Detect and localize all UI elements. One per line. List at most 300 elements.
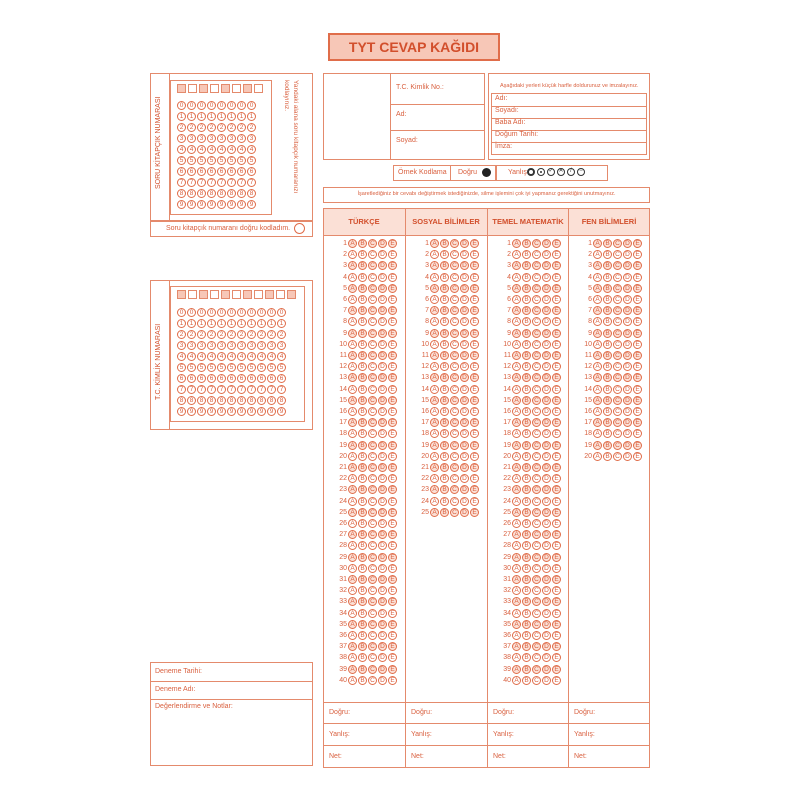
- tc-digit-bubble[interactable]: 2: [237, 330, 246, 339]
- answer-bubble[interactable]: E: [470, 362, 479, 371]
- answer-bubble[interactable]: C: [532, 597, 541, 606]
- answer-bubble[interactable]: A: [512, 620, 521, 629]
- booklet-digit-bubble[interactable]: 3: [217, 134, 226, 143]
- answer-bubble[interactable]: A: [430, 340, 439, 349]
- answer-bubble[interactable]: E: [552, 306, 561, 315]
- tc-digit-bubble[interactable]: 5: [207, 363, 216, 372]
- tc-digit-bubble[interactable]: 9: [237, 407, 246, 416]
- answer-bubble[interactable]: A: [348, 575, 357, 584]
- booklet-digit-bubble[interactable]: 4: [177, 145, 186, 154]
- answer-bubble[interactable]: A: [593, 373, 602, 382]
- answer-bubble[interactable]: C: [368, 317, 377, 326]
- answer-bubble[interactable]: A: [512, 474, 521, 483]
- answer-bubble[interactable]: C: [450, 463, 459, 472]
- answer-bubble[interactable]: A: [348, 609, 357, 618]
- answer-bubble[interactable]: A: [593, 418, 602, 427]
- answer-bubble[interactable]: C: [368, 541, 377, 550]
- booklet-digit-bubble[interactable]: 6: [187, 167, 196, 176]
- tc-digit-bubble[interactable]: 7: [237, 385, 246, 394]
- tc-digit-bubble[interactable]: 6: [277, 374, 286, 383]
- answer-bubble[interactable]: B: [522, 385, 531, 394]
- booklet-digit-bubble[interactable]: 4: [237, 145, 246, 154]
- tc-digit-bubble[interactable]: 4: [247, 352, 256, 361]
- answer-bubble[interactable]: E: [552, 295, 561, 304]
- tc-digit-bubble[interactable]: 6: [237, 374, 246, 383]
- answer-bubble[interactable]: E: [388, 261, 397, 270]
- answer-bubble[interactable]: C: [450, 351, 459, 360]
- booklet-digit-bubble[interactable]: 5: [177, 156, 186, 165]
- answer-bubble[interactable]: C: [532, 396, 541, 405]
- answer-bubble[interactable]: D: [378, 429, 387, 438]
- answer-bubble[interactable]: D: [378, 519, 387, 528]
- answer-bubble[interactable]: C: [613, 396, 622, 405]
- answer-bubble[interactable]: E: [388, 418, 397, 427]
- tc-write-cells[interactable]: [177, 290, 298, 299]
- answer-bubble[interactable]: B: [522, 317, 531, 326]
- answer-bubble[interactable]: C: [532, 329, 541, 338]
- answer-bubble[interactable]: E: [388, 351, 397, 360]
- answer-bubble[interactable]: D: [378, 295, 387, 304]
- answer-bubble[interactable]: E: [633, 407, 642, 416]
- tc-digit-bubble[interactable]: 2: [277, 330, 286, 339]
- answer-bubble[interactable]: D: [460, 373, 469, 382]
- answer-bubble[interactable]: C: [532, 250, 541, 259]
- answer-bubble[interactable]: C: [450, 497, 459, 506]
- answer-bubble[interactable]: B: [603, 373, 612, 382]
- answer-bubble[interactable]: A: [512, 407, 521, 416]
- answer-bubble[interactable]: D: [623, 452, 632, 461]
- answer-bubble[interactable]: D: [460, 340, 469, 349]
- tc-digit-bubble[interactable]: 6: [187, 374, 196, 383]
- answer-bubble[interactable]: B: [522, 284, 531, 293]
- answer-bubble[interactable]: C: [532, 609, 541, 618]
- answer-bubble[interactable]: C: [613, 273, 622, 282]
- answer-bubble[interactable]: B: [603, 273, 612, 282]
- booklet-digit-bubble[interactable]: 9: [237, 200, 246, 209]
- answer-bubble[interactable]: C: [532, 530, 541, 539]
- answer-bubble[interactable]: D: [542, 396, 551, 405]
- answer-bubble[interactable]: C: [368, 250, 377, 259]
- booklet-digit-bubble[interactable]: 5: [187, 156, 196, 165]
- answer-bubble[interactable]: B: [522, 497, 531, 506]
- answer-bubble[interactable]: A: [593, 317, 602, 326]
- tc-digit-bubble[interactable]: 4: [177, 352, 186, 361]
- answer-bubble[interactable]: D: [542, 317, 551, 326]
- answer-bubble[interactable]: E: [552, 340, 561, 349]
- answer-bubble[interactable]: D: [378, 273, 387, 282]
- answer-bubble[interactable]: B: [522, 609, 531, 618]
- tc-digit-bubble[interactable]: 3: [187, 341, 196, 350]
- answer-bubble[interactable]: B: [522, 295, 531, 304]
- answer-bubble[interactable]: C: [532, 631, 541, 640]
- tc-digit-bubble[interactable]: 0: [257, 308, 266, 317]
- answer-bubble[interactable]: D: [378, 407, 387, 416]
- answer-bubble[interactable]: B: [358, 239, 367, 248]
- answer-bubble[interactable]: C: [613, 306, 622, 315]
- answer-bubble[interactable]: E: [388, 373, 397, 382]
- answer-bubble[interactable]: B: [358, 452, 367, 461]
- answer-bubble[interactable]: C: [450, 261, 459, 270]
- tc-digit-bubble[interactable]: 6: [247, 374, 256, 383]
- answer-bubble[interactable]: E: [388, 676, 397, 685]
- answer-bubble[interactable]: D: [460, 441, 469, 450]
- answer-bubble[interactable]: E: [552, 362, 561, 371]
- answer-bubble[interactable]: E: [552, 239, 561, 248]
- answer-bubble[interactable]: B: [603, 284, 612, 293]
- answer-bubble[interactable]: D: [542, 373, 551, 382]
- booklet-digit-bubble[interactable]: 2: [207, 123, 216, 132]
- answer-bubble[interactable]: E: [552, 396, 561, 405]
- answer-bubble[interactable]: B: [358, 620, 367, 629]
- answer-bubble[interactable]: D: [378, 665, 387, 674]
- tc-digit-bubble[interactable]: 9: [267, 407, 276, 416]
- answer-bubble[interactable]: B: [440, 284, 449, 293]
- booklet-digit-bubble[interactable]: 7: [217, 178, 226, 187]
- answer-bubble[interactable]: B: [358, 597, 367, 606]
- tc-digit-bubble[interactable]: 0: [177, 308, 186, 317]
- booklet-digit-bubble[interactable]: 8: [187, 189, 196, 198]
- answer-bubble[interactable]: A: [348, 385, 357, 394]
- answer-bubble[interactable]: A: [512, 553, 521, 562]
- answer-bubble[interactable]: C: [450, 474, 459, 483]
- answer-bubble[interactable]: C: [450, 485, 459, 494]
- answer-bubble[interactable]: A: [348, 317, 357, 326]
- answer-bubble[interactable]: D: [542, 575, 551, 584]
- answer-bubble[interactable]: E: [552, 250, 561, 259]
- answer-bubble[interactable]: B: [522, 564, 531, 573]
- answer-bubble[interactable]: C: [368, 429, 377, 438]
- booklet-digit-bubble[interactable]: 1: [207, 112, 216, 121]
- answer-bubble[interactable]: E: [552, 284, 561, 293]
- tc-digit-bubble[interactable]: 8: [217, 396, 226, 405]
- booklet-digit-bubble[interactable]: 8: [247, 189, 256, 198]
- tc-digit-bubble[interactable]: 2: [207, 330, 216, 339]
- answer-bubble[interactable]: A: [512, 418, 521, 427]
- answer-bubble[interactable]: A: [348, 485, 357, 494]
- answer-bubble[interactable]: B: [440, 329, 449, 338]
- tc-digit-bubble[interactable]: 4: [217, 352, 226, 361]
- answer-bubble[interactable]: D: [623, 385, 632, 394]
- answer-bubble[interactable]: C: [532, 620, 541, 629]
- answer-bubble[interactable]: E: [388, 407, 397, 416]
- booklet-digit-bubble[interactable]: 2: [247, 123, 256, 132]
- booklet-digit-bubble[interactable]: 9: [217, 200, 226, 209]
- tc-digit-bubble[interactable]: 5: [247, 363, 256, 372]
- answer-bubble[interactable]: A: [512, 284, 521, 293]
- booklet-digit-bubble[interactable]: 1: [197, 112, 206, 121]
- answer-bubble[interactable]: E: [388, 586, 397, 595]
- tc-digit-bubble[interactable]: 2: [247, 330, 256, 339]
- answer-bubble[interactable]: D: [542, 295, 551, 304]
- answer-bubble[interactable]: D: [460, 351, 469, 360]
- answer-bubble[interactable]: A: [593, 261, 602, 270]
- tc-digit-bubble[interactable]: 0: [237, 308, 246, 317]
- answer-bubble[interactable]: B: [603, 306, 612, 315]
- answer-bubble[interactable]: C: [532, 351, 541, 360]
- tc-digit-bubble[interactable]: 9: [207, 407, 216, 416]
- answer-bubble[interactable]: D: [542, 284, 551, 293]
- booklet-digit-bubble[interactable]: 6: [197, 167, 206, 176]
- tc-digit-bubble[interactable]: 6: [227, 374, 236, 383]
- tc-digit-bubble[interactable]: 3: [227, 341, 236, 350]
- answer-bubble[interactable]: B: [603, 239, 612, 248]
- answer-bubble[interactable]: D: [623, 373, 632, 382]
- answer-bubble[interactable]: C: [450, 407, 459, 416]
- answer-bubble[interactable]: B: [522, 642, 531, 651]
- answer-bubble[interactable]: A: [348, 541, 357, 550]
- answer-bubble[interactable]: C: [450, 329, 459, 338]
- answer-bubble[interactable]: A: [430, 329, 439, 338]
- tc-digit-bubble[interactable]: 3: [177, 341, 186, 350]
- answer-bubble[interactable]: E: [552, 609, 561, 618]
- answer-bubble[interactable]: B: [358, 564, 367, 573]
- tc-digit-bubble[interactable]: 0: [247, 308, 256, 317]
- answer-bubble[interactable]: A: [593, 306, 602, 315]
- answer-bubble[interactable]: A: [430, 273, 439, 282]
- answer-bubble[interactable]: D: [542, 474, 551, 483]
- answer-bubble[interactable]: A: [348, 418, 357, 427]
- answer-bubble[interactable]: A: [512, 508, 521, 517]
- booklet-digit-bubble[interactable]: 3: [207, 134, 216, 143]
- answer-bubble[interactable]: E: [552, 508, 561, 517]
- tc-digit-bubble[interactable]: 7: [247, 385, 256, 394]
- tc-digit-bubble[interactable]: 0: [197, 308, 206, 317]
- answer-bubble[interactable]: D: [460, 396, 469, 405]
- answer-bubble[interactable]: E: [470, 329, 479, 338]
- tc-digit-bubble[interactable]: 3: [267, 341, 276, 350]
- answer-bubble[interactable]: D: [378, 418, 387, 427]
- answer-bubble[interactable]: C: [368, 407, 377, 416]
- answer-bubble[interactable]: C: [368, 653, 377, 662]
- answer-bubble[interactable]: D: [378, 609, 387, 618]
- answer-bubble[interactable]: A: [430, 385, 439, 394]
- answer-bubble[interactable]: A: [430, 239, 439, 248]
- booklet-digit-bubble[interactable]: 0: [207, 101, 216, 110]
- answer-bubble[interactable]: C: [450, 317, 459, 326]
- answer-bubble[interactable]: A: [430, 284, 439, 293]
- answer-bubble[interactable]: E: [388, 642, 397, 651]
- answer-bubble[interactable]: B: [358, 407, 367, 416]
- answer-bubble[interactable]: E: [633, 329, 642, 338]
- answer-bubble[interactable]: C: [450, 306, 459, 315]
- answer-bubble[interactable]: E: [552, 385, 561, 394]
- answer-bubble[interactable]: D: [378, 329, 387, 338]
- answer-bubble[interactable]: B: [358, 485, 367, 494]
- answer-bubble[interactable]: B: [440, 250, 449, 259]
- answer-bubble[interactable]: E: [388, 295, 397, 304]
- booklet-digit-bubble[interactable]: 4: [217, 145, 226, 154]
- answer-bubble[interactable]: E: [633, 340, 642, 349]
- answer-bubble[interactable]: D: [542, 485, 551, 494]
- answer-bubble[interactable]: B: [522, 441, 531, 450]
- answer-bubble[interactable]: A: [512, 497, 521, 506]
- answer-bubble[interactable]: B: [358, 519, 367, 528]
- tc-digit-bubble[interactable]: 9: [197, 407, 206, 416]
- answer-bubble[interactable]: E: [470, 306, 479, 315]
- booklet-digit-bubble[interactable]: 6: [177, 167, 186, 176]
- answer-bubble[interactable]: C: [368, 396, 377, 405]
- answer-bubble[interactable]: A: [512, 575, 521, 584]
- answer-bubble[interactable]: B: [603, 295, 612, 304]
- answer-bubble[interactable]: B: [358, 541, 367, 550]
- answer-bubble[interactable]: A: [512, 597, 521, 606]
- answer-bubble[interactable]: D: [542, 407, 551, 416]
- answer-bubble[interactable]: D: [623, 317, 632, 326]
- answer-bubble[interactable]: B: [358, 273, 367, 282]
- tc-digit-bubble[interactable]: 2: [267, 330, 276, 339]
- booklet-digit-bubble[interactable]: 0: [197, 101, 206, 110]
- tc-digit-bubble[interactable]: 4: [227, 352, 236, 361]
- tc-digit-bubble[interactable]: 2: [227, 330, 236, 339]
- answer-bubble[interactable]: D: [623, 273, 632, 282]
- answer-bubble[interactable]: A: [348, 631, 357, 640]
- booklet-digit-bubble[interactable]: 8: [177, 189, 186, 198]
- booklet-digit-bubble[interactable]: 4: [227, 145, 236, 154]
- answer-bubble[interactable]: A: [593, 329, 602, 338]
- answer-bubble[interactable]: B: [522, 519, 531, 528]
- answer-bubble[interactable]: B: [522, 418, 531, 427]
- tc-digit-bubble[interactable]: 5: [257, 363, 266, 372]
- answer-bubble[interactable]: D: [378, 317, 387, 326]
- answer-bubble[interactable]: C: [368, 665, 377, 674]
- answer-bubble[interactable]: D: [460, 418, 469, 427]
- answer-bubble[interactable]: A: [430, 295, 439, 304]
- answer-bubble[interactable]: A: [512, 306, 521, 315]
- answer-bubble[interactable]: B: [358, 284, 367, 293]
- answer-bubble[interactable]: D: [460, 273, 469, 282]
- answer-bubble[interactable]: C: [532, 519, 541, 528]
- answer-bubble[interactable]: E: [388, 609, 397, 618]
- answer-bubble[interactable]: A: [512, 676, 521, 685]
- answer-bubble[interactable]: D: [542, 497, 551, 506]
- tc-digit-bubble[interactable]: 3: [247, 341, 256, 350]
- booklet-digit-bubble[interactable]: 0: [217, 101, 226, 110]
- answer-bubble[interactable]: B: [440, 407, 449, 416]
- tc-digit-bubble[interactable]: 8: [187, 396, 196, 405]
- booklet-digit-bubble[interactable]: 1: [217, 112, 226, 121]
- answer-bubble[interactable]: B: [440, 261, 449, 270]
- answer-bubble[interactable]: D: [378, 586, 387, 595]
- tc-digit-bubble[interactable]: 9: [227, 407, 236, 416]
- answer-bubble[interactable]: E: [552, 418, 561, 427]
- answer-bubble[interactable]: C: [613, 317, 622, 326]
- answer-bubble[interactable]: A: [593, 385, 602, 394]
- answer-bubble[interactable]: B: [603, 429, 612, 438]
- answer-bubble[interactable]: C: [613, 452, 622, 461]
- answer-bubble[interactable]: D: [542, 597, 551, 606]
- answer-bubble[interactable]: A: [512, 665, 521, 674]
- answer-bubble[interactable]: B: [440, 463, 449, 472]
- answer-bubble[interactable]: C: [450, 441, 459, 450]
- answer-bubble[interactable]: A: [593, 407, 602, 416]
- answer-bubble[interactable]: E: [388, 553, 397, 562]
- tc-digit-bubble[interactable]: 0: [207, 308, 216, 317]
- answer-bubble[interactable]: C: [368, 295, 377, 304]
- answer-bubble[interactable]: A: [512, 463, 521, 472]
- answer-bubble[interactable]: A: [593, 351, 602, 360]
- answer-bubble[interactable]: A: [512, 340, 521, 349]
- answer-bubble[interactable]: B: [440, 485, 449, 494]
- booklet-digit-bubble[interactable]: 9: [177, 200, 186, 209]
- answer-bubble[interactable]: E: [470, 429, 479, 438]
- booklet-digit-bubble[interactable]: 6: [227, 167, 236, 176]
- answer-bubble[interactable]: A: [512, 642, 521, 651]
- answer-bubble[interactable]: E: [633, 429, 642, 438]
- answer-bubble[interactable]: E: [470, 340, 479, 349]
- answer-bubble[interactable]: E: [388, 620, 397, 629]
- answer-bubble[interactable]: E: [388, 497, 397, 506]
- tc-digit-bubble[interactable]: 2: [187, 330, 196, 339]
- answer-bubble[interactable]: D: [460, 407, 469, 416]
- answer-bubble[interactable]: B: [440, 396, 449, 405]
- booklet-digit-bubble[interactable]: 6: [247, 167, 256, 176]
- answer-bubble[interactable]: E: [552, 329, 561, 338]
- answer-bubble[interactable]: E: [388, 597, 397, 606]
- answer-bubble[interactable]: B: [522, 452, 531, 461]
- answer-bubble[interactable]: D: [460, 295, 469, 304]
- answer-bubble[interactable]: E: [633, 317, 642, 326]
- answer-bubble[interactable]: D: [542, 642, 551, 651]
- answer-bubble[interactable]: C: [450, 362, 459, 371]
- answer-bubble[interactable]: E: [470, 497, 479, 506]
- answer-bubble[interactable]: D: [378, 441, 387, 450]
- booklet-digit-bubble[interactable]: 0: [187, 101, 196, 110]
- answer-bubble[interactable]: D: [542, 564, 551, 573]
- answer-bubble[interactable]: A: [593, 284, 602, 293]
- tc-digit-bubble[interactable]: 8: [257, 396, 266, 405]
- answer-bubble[interactable]: C: [450, 239, 459, 248]
- answer-bubble[interactable]: C: [368, 485, 377, 494]
- answer-bubble[interactable]: A: [430, 418, 439, 427]
- tc-digit-bubble[interactable]: 9: [247, 407, 256, 416]
- tc-digit-bubble[interactable]: 2: [197, 330, 206, 339]
- answer-bubble[interactable]: D: [378, 564, 387, 573]
- answer-bubble[interactable]: E: [470, 452, 479, 461]
- answer-bubble[interactable]: B: [522, 665, 531, 674]
- answer-bubble[interactable]: A: [430, 508, 439, 517]
- booklet-digit-bubble[interactable]: 0: [177, 101, 186, 110]
- tc-digit-bubble[interactable]: 3: [217, 341, 226, 350]
- answer-bubble[interactable]: D: [378, 306, 387, 315]
- answer-bubble[interactable]: A: [348, 373, 357, 382]
- tc-digit-bubble[interactable]: 1: [187, 319, 196, 328]
- answer-bubble[interactable]: E: [388, 575, 397, 584]
- booklet-digit-bubble[interactable]: 3: [187, 134, 196, 143]
- answer-bubble[interactable]: D: [378, 463, 387, 472]
- answer-bubble[interactable]: B: [440, 508, 449, 517]
- answer-bubble[interactable]: A: [593, 452, 602, 461]
- answer-bubble[interactable]: A: [512, 541, 521, 550]
- answer-bubble[interactable]: E: [552, 631, 561, 640]
- answer-bubble[interactable]: B: [522, 474, 531, 483]
- answer-bubble[interactable]: B: [358, 362, 367, 371]
- answer-bubble[interactable]: A: [512, 609, 521, 618]
- booklet-digit-bubble[interactable]: 7: [197, 178, 206, 187]
- tc-digit-bubble[interactable]: 1: [237, 319, 246, 328]
- answer-bubble[interactable]: E: [552, 497, 561, 506]
- answer-bubble[interactable]: C: [368, 519, 377, 528]
- booklet-digit-bubble[interactable]: 9: [187, 200, 196, 209]
- answer-bubble[interactable]: A: [593, 239, 602, 248]
- answer-bubble[interactable]: E: [470, 239, 479, 248]
- booklet-digit-bubble[interactable]: 3: [197, 134, 206, 143]
- answer-bubble[interactable]: A: [348, 463, 357, 472]
- tc-digit-bubble[interactable]: 7: [217, 385, 226, 394]
- answer-bubble[interactable]: B: [522, 485, 531, 494]
- answer-bubble[interactable]: A: [348, 586, 357, 595]
- booklet-digit-bubble[interactable]: 8: [237, 189, 246, 198]
- answer-bubble[interactable]: D: [542, 508, 551, 517]
